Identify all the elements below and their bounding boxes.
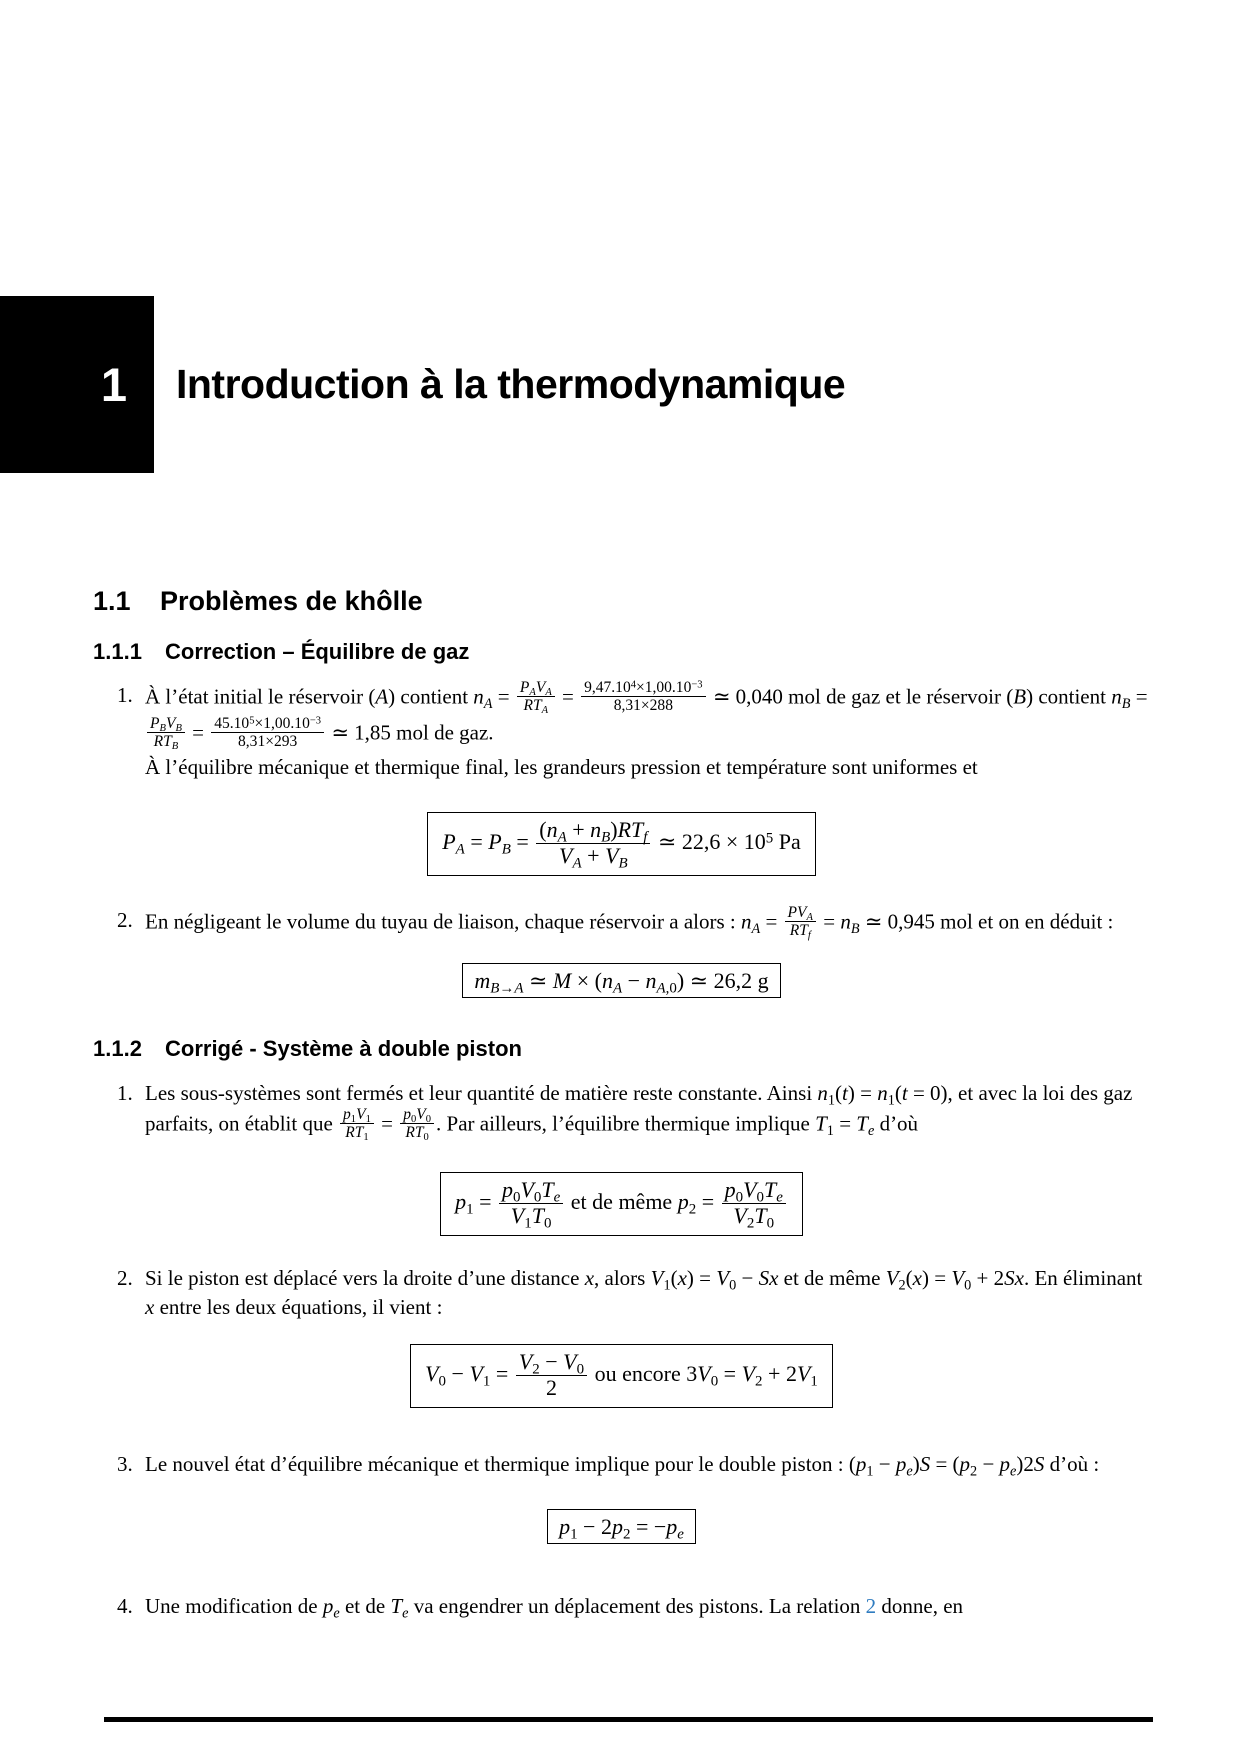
list-item-1	[117, 681, 1150, 782]
footer-rule	[104, 1717, 1153, 1722]
equation-box-piston-balance: $p_1 - 2p_2 = -p_e$	[547, 1509, 696, 1544]
paragraph: À l’état initial le réservoir (A) contient $n_A$ = $\frac{P_AV_A}{RT_A}$ = $\frac{9,47.10^4\times 1,00.10^{-3}}{8,31\times 288}$ ≃ 0,040 mol de gaz et le réservoir (B) contient $n_B$ = $\frac{P_BV_B}{RT_B}$ = $\frac{45.10^5\times 1,00.10^{-3}}{8,31\times 293}$ ≃ 1,85 mol de gaz.	[145, 679, 1148, 753]
item-body	[145, 1079, 1150, 1144]
list-item-4	[117, 1592, 1150, 1621]
equation-box-transferred-mass: $m_{B\to A}$ ≃ $M \times (n_A - n_{A,0})$ ≃ 26,2 g	[462, 963, 780, 998]
item-number: 3.	[117, 1452, 133, 1476]
paragraph: À l’équilibre mécanique et thermique final, les grandeurs pression et température sont uniformes et	[145, 754, 978, 779]
equation-row	[93, 812, 1150, 876]
list-item-2	[117, 1264, 1150, 1322]
item-number: 1.	[117, 683, 133, 707]
subsection-number: 1.1.1	[93, 639, 142, 664]
subsection-title: Corrigé - Système à double piston	[165, 1036, 522, 1061]
subsection-heading-1-1-1	[93, 639, 1153, 665]
section-heading-1-1	[93, 586, 1153, 616]
paragraph: En négligeant le volume du tuyau de liaison, chaque réservoir a alors : $n_A$ = $\frac{PV_A}{RT_f}$ = $n_B$ ≃ 0,945 mol et on en déduit :	[145, 904, 1114, 942]
subsection-heading-1-1-2	[93, 1036, 1153, 1062]
equation-box-final-pressure: $P_A = P_B$ = $\frac{(n_A + n_B)RT_f}{V_A + V_B}$ ≃ $22,6 \times 10^5$ Pa	[427, 812, 816, 876]
item-body	[145, 681, 1150, 782]
relation-link[interactable]: 2	[865, 1594, 877, 1618]
paragraph: Une modification de $p_e$ et de $T_e$ va engendrer un déplacement des pistons. La relation 2 donne, en	[145, 1594, 964, 1622]
equation-row	[93, 963, 1150, 998]
list-item-3	[117, 1450, 1150, 1479]
chapter-number-box	[0, 296, 154, 473]
chapter-title: Introduction à la thermodynamique	[176, 361, 846, 407]
equation-row	[93, 1344, 1150, 1408]
subsection-title: Correction – Équilibre de gaz	[165, 639, 470, 664]
item-body	[145, 906, 1150, 942]
equation-box-volumes: $V_0 - V_1$ = $\frac{V_2 - V_0}{2}$ ou encore $3V_0 = V_2 + 2V_1$	[410, 1344, 833, 1408]
list-item-2	[117, 906, 1150, 942]
paragraph: Le nouvel état d’équilibre mécanique et thermique implique pour le double piston : $(p_1 - p_e)S = (p_2 - p_e)2S$ d’où :	[145, 1452, 1100, 1480]
equation-row	[93, 1509, 1150, 1544]
item-number: 4.	[117, 1594, 133, 1618]
chapter-number: 1	[100, 358, 127, 411]
section-number: 1.1	[93, 586, 131, 616]
item-number: 2.	[117, 908, 133, 932]
list-item-1	[117, 1079, 1150, 1144]
item-body	[145, 1592, 1150, 1621]
item-number: 1.	[117, 1081, 133, 1105]
equation-row	[93, 1172, 1150, 1236]
item-body	[145, 1264, 1150, 1322]
paragraph: Si le piston est déplacé vers la droite d’une distance x, alors $V_1(x) = V_0 - Sx$ et de même $V_2(x) = V_0 + 2Sx$. En éliminant x entre les deux équations, il vient :	[145, 1266, 1143, 1319]
subsection-number: 1.1.2	[93, 1036, 142, 1061]
item-body	[145, 1450, 1150, 1479]
item-number: 2.	[117, 1266, 133, 1290]
equation-box-pressures: $p_1$ = $\frac{p_0V_0T_e}{V_1T_0}$ et de même $p_2$ = $\frac{p_0V_0T_e}{V_2T_0}$	[440, 1172, 803, 1236]
section-title: Problèmes de khôlle	[160, 586, 423, 616]
paragraph: Les sous-systèmes sont fermés et leur quantité de matière reste constante. Ainsi $n_1(t) = n_1(t = 0)$, et avec la loi des gaz parfaits, on établit que $\frac{p_1V_1}{RT_1}$ = $\frac{p_0V_0}{RT_0}$ . Par ailleurs, l’équilibre thermique implique $T_1 = T_e$ d’où	[145, 1081, 1133, 1144]
